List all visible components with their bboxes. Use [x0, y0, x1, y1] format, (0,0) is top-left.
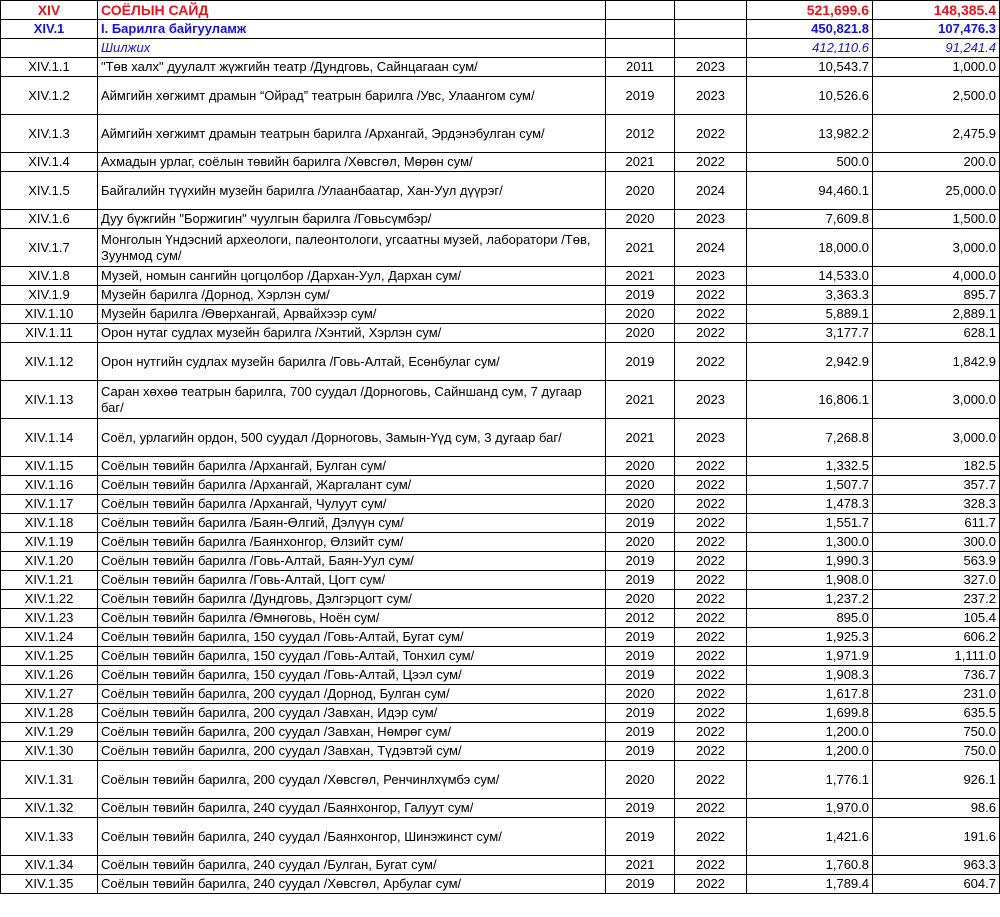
- project-name: Соёлын төвийн барилга /Говь-Алтай, Баян-Уул сум/: [98, 552, 606, 571]
- start-year: 2019: [606, 875, 675, 894]
- project-row: [1, 343, 1000, 381]
- budget-amount: 926.1: [873, 761, 1000, 799]
- project-row: [1, 305, 1000, 324]
- budget-amount: 231.0: [873, 685, 1000, 704]
- project-row: [1, 267, 1000, 286]
- project-code: XIV.1.33: [1, 818, 98, 856]
- project-code: XIV.1.22: [1, 590, 98, 609]
- project-name: "Төв халх" дуулалт жүжгийн театр /Дундговь, Сайнцагаан сум/: [98, 58, 606, 77]
- project-name: Соёлын төвийн барилга, 240 суудал /Булган, Бугат сум/: [98, 856, 606, 875]
- end-year: 2022: [675, 533, 747, 552]
- ministry-header-row: [1, 1, 1000, 20]
- budget-amount: 604.7: [873, 875, 1000, 894]
- empty-cell: [675, 1, 747, 20]
- budget-amount: 635.5: [873, 704, 1000, 723]
- total-cost: 3,363.3: [747, 286, 873, 305]
- budget-amount: 98.6: [873, 799, 1000, 818]
- start-year: 2020: [606, 495, 675, 514]
- project-code: XIV.1.34: [1, 856, 98, 875]
- project-row: [1, 571, 1000, 590]
- project-name: Аймгийн хөгжимт драмын “Ойрад” театрын барилга /Увс, Улаангом сум/: [98, 77, 606, 115]
- project-name: Соёлын төвийн барилга /Архангай, Жаргалант сум/: [98, 476, 606, 495]
- project-row: [1, 723, 1000, 742]
- end-year: 2022: [675, 856, 747, 875]
- project-row: [1, 628, 1000, 647]
- start-year: 2019: [606, 666, 675, 685]
- project-code: XIV.1.3: [1, 115, 98, 153]
- project-code: XIV.1.30: [1, 742, 98, 761]
- project-code: XIV.1.31: [1, 761, 98, 799]
- project-code: XIV.1.14: [1, 419, 98, 457]
- project-name: Соёлын төвийн барилга, 200 суудал /Хөвсгөл, Ренчинлхүмбэ сум/: [98, 761, 606, 799]
- budget-amount: 3,000.0: [873, 229, 1000, 267]
- start-year: 2019: [606, 514, 675, 533]
- empty-cell: [675, 20, 747, 39]
- project-code: XIV.1.28: [1, 704, 98, 723]
- start-year: 2019: [606, 704, 675, 723]
- start-year: 2020: [606, 457, 675, 476]
- project-row: [1, 742, 1000, 761]
- start-year: 2019: [606, 799, 675, 818]
- end-year: 2022: [675, 153, 747, 172]
- project-code: XIV.1.20: [1, 552, 98, 571]
- end-year: 2023: [675, 210, 747, 229]
- total-cost: 10,543.7: [747, 58, 873, 77]
- start-year: 2020: [606, 590, 675, 609]
- project-row: [1, 666, 1000, 685]
- project-row: [1, 704, 1000, 723]
- total-cost: 500.0: [747, 153, 873, 172]
- start-year: 2021: [606, 381, 675, 419]
- budget-amount: 611.7: [873, 514, 1000, 533]
- total-cost: 13,982.2: [747, 115, 873, 153]
- start-year: 2021: [606, 267, 675, 286]
- budget-amount: 1,500.0: [873, 210, 1000, 229]
- project-name: Саран хөхөө театрын барилга, 700 суудал /Дорноговь, Сайншанд сум, 7 дугаар баг/: [98, 381, 606, 419]
- end-year: 2022: [675, 476, 747, 495]
- project-row: [1, 514, 1000, 533]
- project-row: [1, 552, 1000, 571]
- project-row: [1, 799, 1000, 818]
- project-name: Ахмадын урлаг, соёлын төвийн барилга /Хөвсгөл, Мөрөн сум/: [98, 153, 606, 172]
- total-cost: 1,789.4: [747, 875, 873, 894]
- project-row: [1, 476, 1000, 495]
- project-code: XIV.1.18: [1, 514, 98, 533]
- budget-amount: 182.5: [873, 457, 1000, 476]
- end-year: 2023: [675, 419, 747, 457]
- carry-over-total: 412,110.6: [747, 39, 873, 58]
- carry-over-budget: 91,241.4: [873, 39, 1000, 58]
- carry-over-label: Шилжих: [98, 39, 606, 58]
- empty-cell: [606, 1, 675, 20]
- project-code: XIV.1.11: [1, 324, 98, 343]
- ministry-total: 521,699.6: [747, 1, 873, 20]
- project-row: [1, 609, 1000, 628]
- project-name: Музейн барилга /Өвөрхангай, Арвайхээр сум/: [98, 305, 606, 324]
- start-year: 2021: [606, 229, 675, 267]
- carry-over-row: [1, 39, 1000, 58]
- end-year: 2022: [675, 571, 747, 590]
- project-code: XIV.1.1: [1, 58, 98, 77]
- project-name: Соёлын төвийн барилга, 200 суудал /Завхан, Түдэвтэй сум/: [98, 742, 606, 761]
- project-code: XIV.1.6: [1, 210, 98, 229]
- start-year: 2020: [606, 685, 675, 704]
- project-name: Соёлын төвийн барилга /Өмнөговь, Ноён сум/: [98, 609, 606, 628]
- end-year: 2022: [675, 742, 747, 761]
- end-year: 2022: [675, 324, 747, 343]
- project-row: [1, 115, 1000, 153]
- budget-amount: 3,000.0: [873, 419, 1000, 457]
- project-row: [1, 229, 1000, 267]
- project-row: [1, 495, 1000, 514]
- budget-amount: 750.0: [873, 742, 1000, 761]
- project-row: [1, 685, 1000, 704]
- budget-amount: 105.4: [873, 609, 1000, 628]
- project-name: Соёлын төвийн барилга, 200 суудал /Дорнод, Булган сум/: [98, 685, 606, 704]
- end-year: 2022: [675, 590, 747, 609]
- project-name: Соёлын төвийн барилга, 150 суудал /Говь-Алтай, Бугат сум/: [98, 628, 606, 647]
- end-year: 2022: [675, 115, 747, 153]
- end-year: 2022: [675, 761, 747, 799]
- ministry-budget: 148,385.4: [873, 1, 1000, 20]
- budget-amount: 1,000.0: [873, 58, 1000, 77]
- budget-amount: 1,111.0: [873, 647, 1000, 666]
- start-year: 2020: [606, 761, 675, 799]
- end-year: 2024: [675, 172, 747, 210]
- total-cost: 1,237.2: [747, 590, 873, 609]
- project-code: XIV.1.15: [1, 457, 98, 476]
- project-row: [1, 77, 1000, 115]
- total-cost: 1,908.0: [747, 571, 873, 590]
- start-year: 2019: [606, 742, 675, 761]
- ministry-name: СОЁЛЫН САЙД: [98, 1, 606, 20]
- project-code: XIV.1.27: [1, 685, 98, 704]
- budget-amount: 736.7: [873, 666, 1000, 685]
- total-cost: 5,889.1: [747, 305, 873, 324]
- end-year: 2022: [675, 457, 747, 476]
- start-year: 2019: [606, 343, 675, 381]
- total-cost: 18,000.0: [747, 229, 873, 267]
- section-header-row: [1, 20, 1000, 39]
- end-year: 2022: [675, 286, 747, 305]
- budget-amount: 3,000.0: [873, 381, 1000, 419]
- project-code: XIV.1.21: [1, 571, 98, 590]
- project-row: [1, 419, 1000, 457]
- project-code: XIV.1.16: [1, 476, 98, 495]
- project-code: XIV.1.5: [1, 172, 98, 210]
- project-code: XIV.1.26: [1, 666, 98, 685]
- project-code: XIV.1.35: [1, 875, 98, 894]
- project-name: Соёлын төвийн барилга /Говь-Алтай, Цогт сум/: [98, 571, 606, 590]
- end-year: 2022: [675, 723, 747, 742]
- end-year: 2022: [675, 552, 747, 571]
- project-name: Соёлын төвийн барилга, 200 суудал /Завхан, Идэр сум/: [98, 704, 606, 723]
- budget-amount: 237.2: [873, 590, 1000, 609]
- start-year: 2012: [606, 115, 675, 153]
- project-code: XIV.1.13: [1, 381, 98, 419]
- total-cost: 1,551.7: [747, 514, 873, 533]
- section-budget: 107,476.3: [873, 20, 1000, 39]
- start-year: 2020: [606, 172, 675, 210]
- project-name: Соёлын төвийн барилга /Баян-Өлгий, Дэлүүн сум/: [98, 514, 606, 533]
- end-year: 2023: [675, 381, 747, 419]
- total-cost: 1,760.8: [747, 856, 873, 875]
- budget-amount: 2,889.1: [873, 305, 1000, 324]
- total-cost: 1,200.0: [747, 723, 873, 742]
- project-name: Соёлын төвийн барилга /Дундговь, Дэлгэрцогт сум/: [98, 590, 606, 609]
- project-name: Соёлын төвийн барилга, 240 суудал /Хөвсгөл, Арбулаг сум/: [98, 875, 606, 894]
- project-row: [1, 533, 1000, 552]
- total-cost: 3,177.7: [747, 324, 873, 343]
- project-row: [1, 210, 1000, 229]
- total-cost: 1,478.3: [747, 495, 873, 514]
- project-row: [1, 381, 1000, 419]
- project-code: XIV.1.12: [1, 343, 98, 381]
- project-row: [1, 153, 1000, 172]
- start-year: 2020: [606, 476, 675, 495]
- start-year: 2019: [606, 647, 675, 666]
- project-name: Соёл, урлагийн ордон, 500 суудал /Дорноговь, Замын-Үүд сум, 3 дугаар баг/: [98, 419, 606, 457]
- project-name: Байгалийн түүхийн музейн барилга /Улаанбаатар, Хан-Уул дүүрэг/: [98, 172, 606, 210]
- end-year: 2022: [675, 704, 747, 723]
- project-row: [1, 875, 1000, 894]
- project-name: Музей, номын сангийн цогцолбор /Дархан-Уул, Дархан сум/: [98, 267, 606, 286]
- total-cost: 14,533.0: [747, 267, 873, 286]
- empty-cell: [1, 39, 98, 58]
- end-year: 2022: [675, 343, 747, 381]
- budget-amount: 963.3: [873, 856, 1000, 875]
- project-name: Дуу бүжгийн "Боржигин" чуулгын барилга /Говьсүмбэр/: [98, 210, 606, 229]
- project-row: [1, 647, 1000, 666]
- end-year: 2022: [675, 305, 747, 324]
- end-year: 2022: [675, 799, 747, 818]
- start-year: 2019: [606, 552, 675, 571]
- start-year: 2021: [606, 419, 675, 457]
- project-code: XIV.1.10: [1, 305, 98, 324]
- budget-amount: 606.2: [873, 628, 1000, 647]
- start-year: 2019: [606, 628, 675, 647]
- project-code: XIV.1.7: [1, 229, 98, 267]
- end-year: 2022: [675, 685, 747, 704]
- section-code: XIV.1: [1, 20, 98, 39]
- end-year: 2022: [675, 647, 747, 666]
- project-row: [1, 856, 1000, 875]
- project-code: XIV.1.24: [1, 628, 98, 647]
- empty-cell: [606, 20, 675, 39]
- total-cost: 1,971.9: [747, 647, 873, 666]
- project-name: Монголын Үндэсний археологи, палеонтологи, угсаатны музей, лаборатори /Төв, Зуунмод сум/: [98, 229, 606, 267]
- project-name: Музейн барилга /Дорнод, Хэрлэн сум/: [98, 286, 606, 305]
- budget-amount: 357.7: [873, 476, 1000, 495]
- start-year: 2021: [606, 153, 675, 172]
- budget-amount: 750.0: [873, 723, 1000, 742]
- total-cost: 16,806.1: [747, 381, 873, 419]
- project-row: [1, 286, 1000, 305]
- start-year: 2019: [606, 286, 675, 305]
- start-year: 2019: [606, 723, 675, 742]
- total-cost: 1,776.1: [747, 761, 873, 799]
- total-cost: 94,460.1: [747, 172, 873, 210]
- total-cost: 1,507.7: [747, 476, 873, 495]
- total-cost: 1,332.5: [747, 457, 873, 476]
- project-row: [1, 818, 1000, 856]
- project-code: XIV.1.2: [1, 77, 98, 115]
- total-cost: 1,990.3: [747, 552, 873, 571]
- total-cost: 1,300.0: [747, 533, 873, 552]
- budget-amount: 200.0: [873, 153, 1000, 172]
- project-row: [1, 590, 1000, 609]
- total-cost: 895.0: [747, 609, 873, 628]
- end-year: 2022: [675, 666, 747, 685]
- start-year: 2021: [606, 856, 675, 875]
- ministry-code: XIV: [1, 1, 98, 20]
- total-cost: 1,617.8: [747, 685, 873, 704]
- start-year: 2019: [606, 77, 675, 115]
- total-cost: 1,699.8: [747, 704, 873, 723]
- project-name: Соёлын төвийн барилга, 150 суудал /Говь-Алтай, Цээл сум/: [98, 666, 606, 685]
- project-row: [1, 58, 1000, 77]
- start-year: 2019: [606, 571, 675, 590]
- start-year: 2020: [606, 210, 675, 229]
- budget-amount: 2,475.9: [873, 115, 1000, 153]
- project-row: [1, 761, 1000, 799]
- section-total: 450,821.8: [747, 20, 873, 39]
- budget-amount: 895.7: [873, 286, 1000, 305]
- project-name: Орон нутгийн судлах музейн барилга /Говь-Алтай, Есөнбулаг сум/: [98, 343, 606, 381]
- project-code: XIV.1.23: [1, 609, 98, 628]
- total-cost: 1,908.3: [747, 666, 873, 685]
- project-code: XIV.1.4: [1, 153, 98, 172]
- project-name: Соёлын төвийн барилга /Архангай, Чулуут сум/: [98, 495, 606, 514]
- project-code: XIV.1.17: [1, 495, 98, 514]
- end-year: 2024: [675, 229, 747, 267]
- start-year: 2011: [606, 58, 675, 77]
- total-cost: 1,925.3: [747, 628, 873, 647]
- budget-amount: 563.9: [873, 552, 1000, 571]
- project-name: Аймгийн хөгжимт драмын театрын барилга /Архангай, Эрдэнэбулган сум/: [98, 115, 606, 153]
- budget-amount: 1,842.9: [873, 343, 1000, 381]
- budget-amount: 191.6: [873, 818, 1000, 856]
- end-year: 2022: [675, 875, 747, 894]
- end-year: 2022: [675, 628, 747, 647]
- total-cost: 7,268.8: [747, 419, 873, 457]
- empty-cell: [675, 39, 747, 58]
- project-row: [1, 324, 1000, 343]
- project-name: Соёлын төвийн барилга, 240 суудал /Баянхонгор, Шинэжинст сум/: [98, 818, 606, 856]
- project-name: Соёлын төвийн барилга, 240 суудал /Баянхонгор, Галуут сум/: [98, 799, 606, 818]
- budget-amount: 2,500.0: [873, 77, 1000, 115]
- total-cost: 7,609.8: [747, 210, 873, 229]
- start-year: 2020: [606, 305, 675, 324]
- end-year: 2022: [675, 818, 747, 856]
- project-code: XIV.1.9: [1, 286, 98, 305]
- project-code: XIV.1.19: [1, 533, 98, 552]
- end-year: 2023: [675, 77, 747, 115]
- project-row: [1, 172, 1000, 210]
- budget-amount: 4,000.0: [873, 267, 1000, 286]
- project-name: Орон нутаг судлах музейн барилга /Хэнтий, Хэрлэн сум/: [98, 324, 606, 343]
- start-year: 2012: [606, 609, 675, 628]
- end-year: 2022: [675, 514, 747, 533]
- budget-amount: 25,000.0: [873, 172, 1000, 210]
- end-year: 2022: [675, 495, 747, 514]
- project-name: Соёлын төвийн барилга, 150 суудал /Говь-Алтай, Тонхил сум/: [98, 647, 606, 666]
- start-year: 2020: [606, 533, 675, 552]
- section-name: I. Барилга байгууламж: [98, 20, 606, 39]
- project-code: XIV.1.32: [1, 799, 98, 818]
- total-cost: 1,200.0: [747, 742, 873, 761]
- project-name: Соёлын төвийн барилга /Баянхонгор, Өлзийт сум/: [98, 533, 606, 552]
- total-cost: 1,970.0: [747, 799, 873, 818]
- project-name: Соёлын төвийн барилга, 200 суудал /Завхан, Нөмрөг сум/: [98, 723, 606, 742]
- end-year: 2023: [675, 58, 747, 77]
- budget-amount: 628.1: [873, 324, 1000, 343]
- budget-amount: 327.0: [873, 571, 1000, 590]
- budget-amount: 300.0: [873, 533, 1000, 552]
- end-year: 2023: [675, 267, 747, 286]
- project-row: [1, 457, 1000, 476]
- project-code: XIV.1.29: [1, 723, 98, 742]
- project-code: XIV.1.25: [1, 647, 98, 666]
- project-code: XIV.1.8: [1, 267, 98, 286]
- total-cost: 2,942.9: [747, 343, 873, 381]
- budget-amount: 328.3: [873, 495, 1000, 514]
- total-cost: 10,526.6: [747, 77, 873, 115]
- start-year: 2019: [606, 818, 675, 856]
- start-year: 2020: [606, 324, 675, 343]
- project-name: Соёлын төвийн барилга /Архангай, Булган сум/: [98, 457, 606, 476]
- end-year: 2022: [675, 609, 747, 628]
- empty-cell: [606, 39, 675, 58]
- total-cost: 1,421.6: [747, 818, 873, 856]
